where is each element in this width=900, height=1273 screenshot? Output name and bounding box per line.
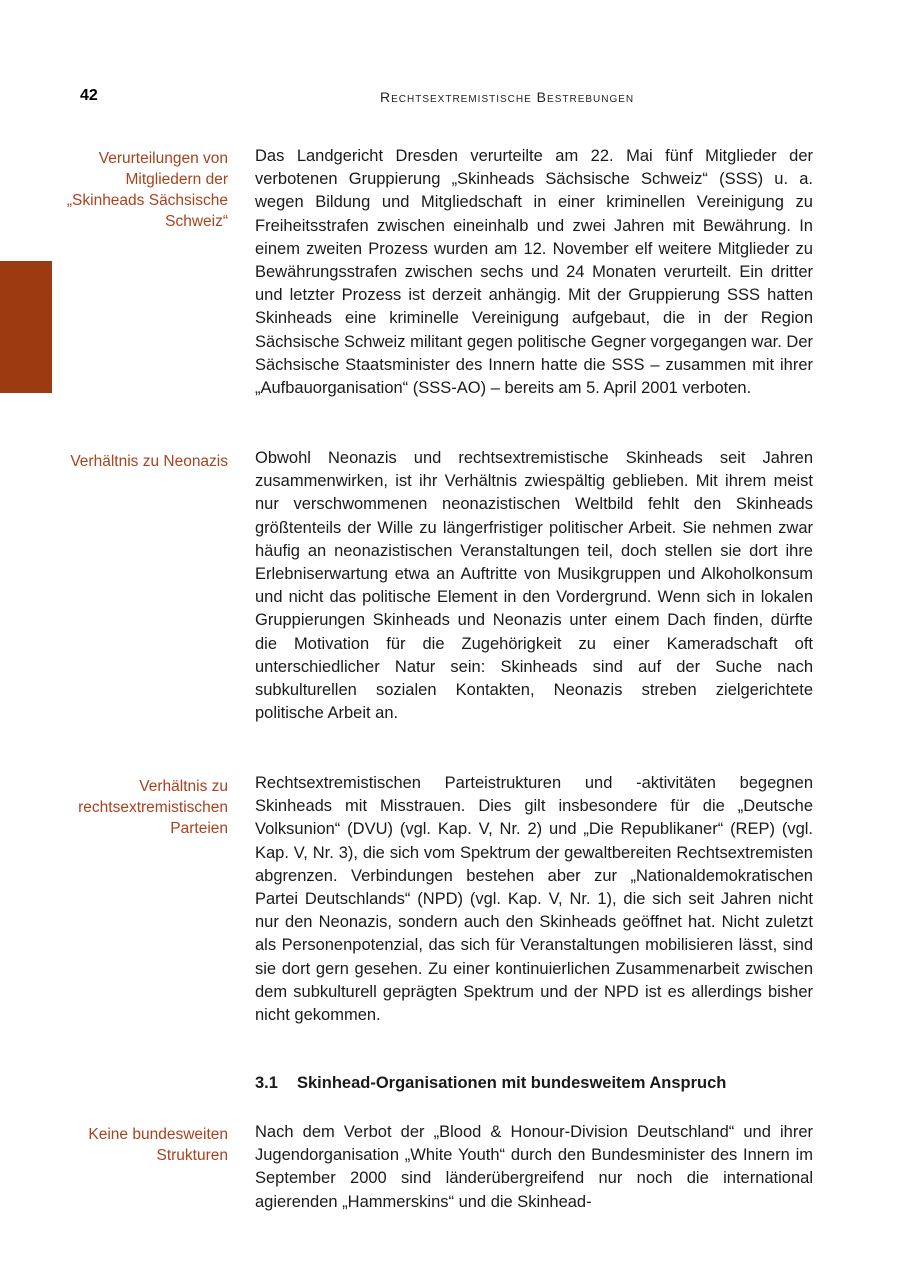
margin-note-neonazis: Verhältnis zu Neonazis: [70, 453, 228, 470]
page-number: 42: [80, 87, 98, 104]
chapter-side-tab: [0, 261, 52, 393]
running-header: Rechtsextremistische Bestrebungen: [380, 89, 635, 105]
margin-note-verurteilungen: Verurteilungen von Mitgliedern der „Skinheads Sächsische Schweiz“: [66, 150, 228, 230]
margin-note-parteien: Verhältnis zu rechtsextremistischen Parteien: [78, 778, 228, 837]
section-number: 3.1: [255, 1074, 278, 1092]
paragraph-parteien: Rechtsextremistischen Parteistrukturen und -aktivitäten begegnen Skinheads mit Misstrauen. Dies gilt insbesondere für die „Deutsche Volksunion“ (DVU) (vgl. Kap. V, Nr. 2) und „Die Republikaner“ (REP) (vgl. Kap. V, Nr. 3), die sich vom Spektrum der gewaltbereiten Rechtsextremisten abgrenzen. Verbindungen bestehen aber zur „Nationaldemokratischen Partei Deutschlands“ (NPD) (vgl. Kap. V, Nr. 1), die sich seit Jahren nicht nur den Neonazis, sondern auch den Skinheads geöffnet hat. Nicht zuletzt als Personenpotenzial, das sich für Veranstaltungen mobilisieren lässt, sind sie dort gern gesehen. Zu einer kontinuierlichen Zusammenarbeit zwischen dem subkulturell geprägten Spektrum und der NPD ist es allerdings bisher nicht gekommen.: [255, 774, 813, 1025]
paragraph-neonazis: Obwohl Neonazis und rechtsextremistische Skinheads seit Jahren zusammenwirken, ist ihr Verhältnis zwiespältig geblieben. Mit ihrem meist nur verschwommenen neonazistischen Weltbild fehlt den Skinheads größtenteils der Wille zu längerfristiger politischer Arbeit. Sie nehmen zwar häufig an neonazistischen Veranstaltungen teil, doch stellen sie dort ihre Erlebniserwartung etwa an Auftritte von Musikgruppen und Alkoholkonsum und nicht das politische Element in den Vordergrund. Wenn sich in lokalen Gruppierungen Skinheads und Neonazis unter einem Dach finden, dürfte die Motivation für die Zugehörigkeit zu einer Kameradschaft oft unterschiedlicher Natur sein: Skinheads sind auf der Suche nach subkulturellen sozialen Kontakten, Neonazis streben zielgerichtete politische Arbeit an.: [255, 449, 813, 723]
section-title: Skinhead-Organisationen mit bundesweitem Anspruch: [297, 1074, 727, 1092]
paragraph-verurteilungen: Das Landgericht Dresden verurteilte am 22. Mai fünf Mitglieder der verbotenen Gruppierung „Skinheads Sächsische Schweiz“ (SSS) u. a. wegen Bildung und Mitgliedschaft in einer kriminellen Vereinigung zu Freiheitsstrafen zwischen eineinhalb und zwei Jahren mit Bewährung. In einem zweiten Prozess wurden am 12. November elf weitere Mitglieder zu Bewährungsstrafen zwischen sechs und 24 Monaten verurteilt. Ein dritter und letzter Prozess ist derzeit anhängig. Mit der Gruppierung SSS hatten Skinheads eine kriminelle Vereinigung aufgebaut, die in der Region Sächsische Schweiz militant gegen politische Gegner vorgegangen war. Der Sächsische Staatsminister des Innern hatte die SSS – zusammen mit ihrer „Aufbauorganisation“ (SSS-AO) – bereits am 5. April 2001 verboten.: [255, 147, 813, 398]
section-heading: [255, 1074, 825, 1093]
paragraph-strukturen: Nach dem Verbot der „Blood & Honour-Division Deutschland“ und ihrer Jugendorganisation „White Youth“ durch den Bundesminister des Innern im September 2000 sind länderübergreifend nur noch die international agierenden „Hammerskins“ und die Skinhead-: [255, 1123, 813, 1211]
margin-note-strukturen: Keine bundesweiten Strukturen: [88, 1126, 228, 1164]
